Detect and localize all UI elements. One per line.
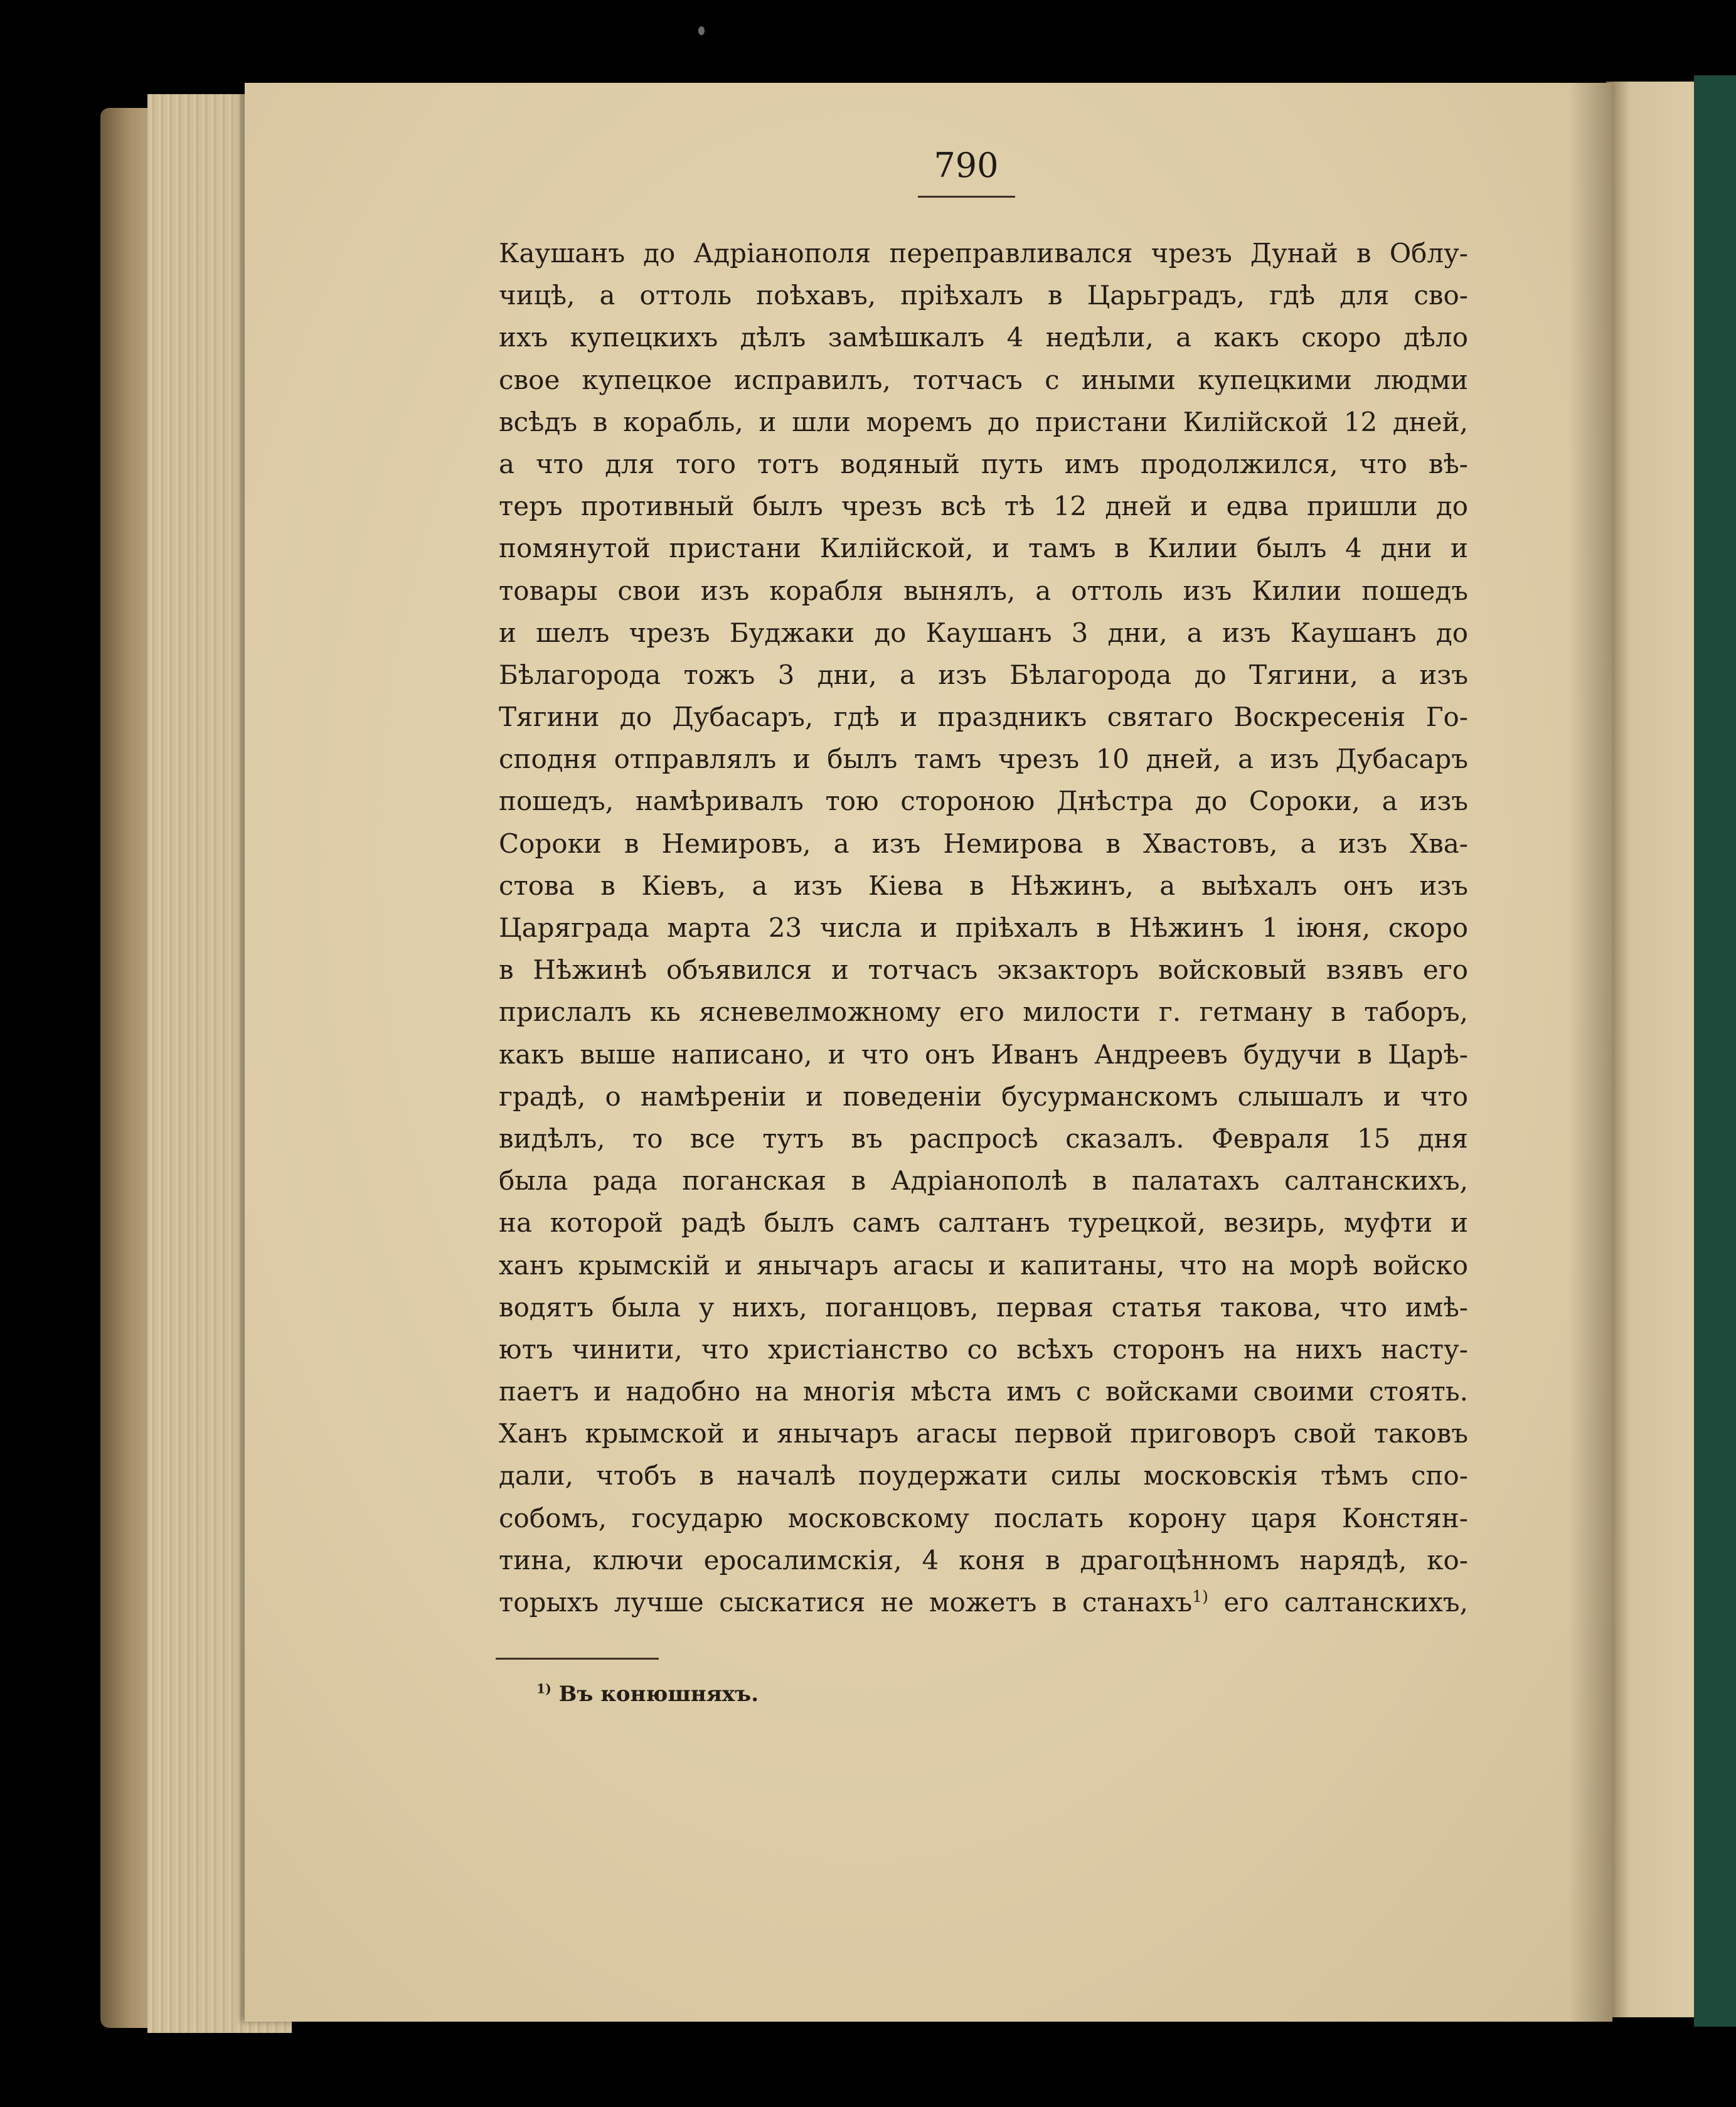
text-line: теръ противный былъ чрезъ всѣ тѣ 12 дней и едва пришли до (499, 491, 1468, 522)
text-line: Царяграда марта 23 числа и пріѣхалъ в Нѣжинъ 1 іюня, скоро (499, 912, 1468, 943)
text-line: свое купецкое исправилъ, тотчасъ с иными купецкими людми (499, 364, 1468, 395)
page-number: 790 (934, 146, 999, 185)
text-line: тина, ключи еросалимскія, 4 коня в драгоцѣнномъ нарядѣ, ко- (499, 1544, 1468, 1576)
text-line: всѣдъ в корабль, и шли моремъ до пристани Килійской 12 дней, (499, 406, 1468, 437)
footnote-text: Въ конюшняхъ. (551, 1682, 759, 1707)
text-line-last-head: торыхъ лучше сыскатися не можетъ в станахъ (499, 1587, 1193, 1618)
text-line: чицѣ, а оттоль поѣхавъ, пріѣхалъ в Царьградъ, гдѣ для сво- (499, 280, 1468, 311)
footnote-marker: 1) (1192, 1587, 1208, 1606)
text-line: Каушанъ до Адріанополя переправливался чрезъ Дунай в Облу- (499, 238, 1468, 269)
text-line: помянутой пристани Килійской, и тамъ в Килии былъ 4 дни и (499, 533, 1468, 564)
text-line: товары свои изъ корабля вынялъ, а оттоль изъ Килии пошедъ (499, 575, 1468, 606)
book-cover-edge (1694, 75, 1736, 2027)
footnote-ref: 1) (536, 1681, 551, 1697)
text-line: ихъ купецкихъ дѣлъ замѣшкалъ 4 недѣли, а какъ скоро дѣло (499, 322, 1468, 353)
dust-speck (698, 26, 705, 35)
text-line: в Нѣжинѣ объявился и тотчасъ экзакторъ войсковый взявъ его (499, 954, 1468, 986)
text-line: прислалъ кь ясневелможному его милости г. гетману в таборъ, (499, 996, 1468, 1028)
text-line: Бѣлагорода тожъ 3 дни, а изъ Бѣлагорода до Тягини, а изъ (499, 659, 1468, 690)
body-text (499, 232, 1468, 1623)
text-line: Ханъ крымской и янычаръ агасы первой приговоръ свой таковъ (499, 1418, 1468, 1449)
text-line: стова в Кіевъ, а изъ Кіева в Нѣжинъ, а выѣхалъ онъ изъ (499, 870, 1468, 901)
page-number-rule (918, 196, 1015, 198)
facing-page-edge (1606, 82, 1700, 2017)
text-line: была рада поганская в Адріанополѣ в палатахъ салтанскихъ, (499, 1165, 1468, 1197)
text-line: на которой радѣ былъ самъ салтанъ турецкой, везирь, муфти и (499, 1207, 1468, 1239)
text-line: Сороки в Немировъ, а изъ Немирова в Хвастовъ, а изъ Хва- (499, 828, 1468, 859)
text-line: Тягини до Дубасаръ, гдѣ и праздникъ святаго Воскресенія Го- (499, 701, 1468, 733)
footnote (536, 1682, 759, 1707)
text-line: ютъ чинити, что христіанство со всѣхъ сторонъ на нихъ насту- (499, 1333, 1468, 1365)
text-line: градѣ, о намѣреніи и поведеніи бусурманскомъ слышалъ и что (499, 1080, 1468, 1112)
text-line: собомъ, государю московскому послать корону царя Констян- (499, 1502, 1468, 1534)
text-line: а что для того тотъ водяный путь имъ продолжился, что вѣ- (499, 448, 1468, 479)
book-page (245, 83, 1612, 2022)
text-line: водятъ была у нихъ, поганцовъ, первая статья такова, что имѣ- (499, 1291, 1468, 1323)
text-line: какъ выше написано, и что онъ Иванъ Андреевъ будучи в Царѣ- (499, 1038, 1468, 1070)
text-line: видѣлъ, то все тутъ въ распросѣ сказалъ. Февраля 15 дня (499, 1123, 1468, 1154)
text-line: дали, чтобъ в началѣ поудержати силы московскія тѣмъ спо- (499, 1460, 1468, 1491)
text-line-last (499, 1581, 1468, 1623)
text-line: пошедъ, намѣривалъ тою стороною Днѣстра до Сороки, а изъ (499, 786, 1468, 817)
footnote-rule (496, 1658, 659, 1660)
text-line: и шелъ чрезъ Буджаки до Каушанъ 3 дни, а изъ Каушанъ до (499, 617, 1468, 648)
text-line: сподня отправлялъ и былъ тамъ чрезъ 10 дней, а изъ Дубасаръ (499, 744, 1468, 775)
gutter-shadow (1568, 83, 1612, 2022)
text-line: паетъ и надобно на многія мѣста имъ с войсками своими стоять. (499, 1376, 1468, 1407)
text-line: ханъ крымскій и янычаръ агасы и капитаны, что на морѣ войско (499, 1249, 1468, 1281)
text-line-last-tail: его салтанскихъ, (1208, 1587, 1468, 1618)
